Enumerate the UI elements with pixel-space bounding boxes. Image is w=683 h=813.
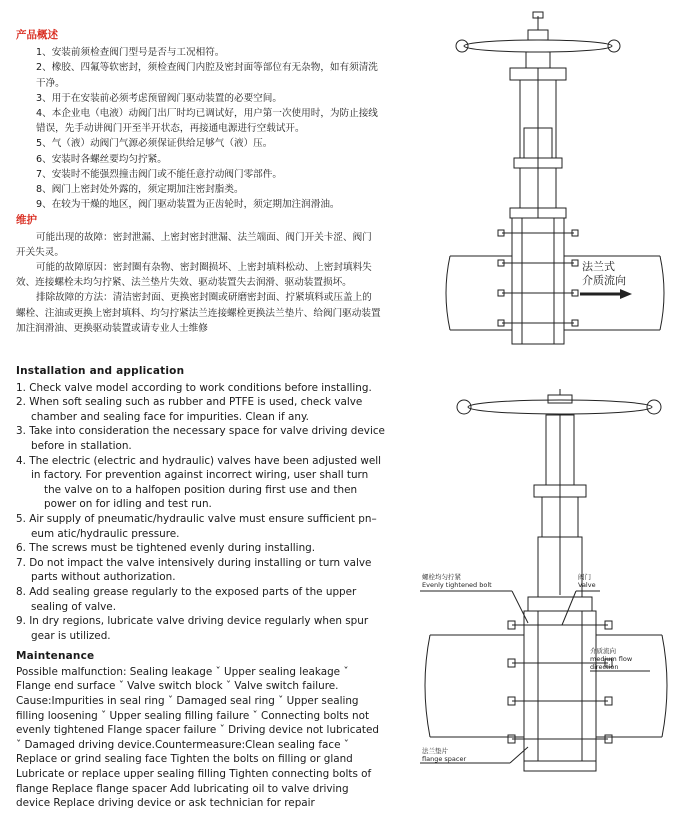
label-spacer-en: flange spacer: [422, 755, 467, 763]
label-valve-cn: 阀门: [578, 573, 591, 581]
overview-item: 2、橡胶、四氟等软密封，须检查阀门内腔及密封面等部位有无杂物，如有须清洗干净。: [36, 62, 378, 89]
label-bolt-en: Evenly tightened bolt: [422, 581, 492, 589]
label-flange-type: 法兰式: [582, 260, 615, 273]
overview-item: 3、用于在安装前必须考虑预留阀门驱动装置的必要空间。: [36, 92, 282, 104]
overview-title: 产品概述: [16, 29, 58, 41]
install-item: 8. Add sealing grease regularly to the exposed parts of the upper sealing of valve.: [16, 585, 357, 613]
overview-item: 1、安装前须检查阀门型号是否与工况相符。: [36, 47, 225, 59]
overview-item: 8、阀门上密封处外露的，须定期加注密封脂类。: [36, 184, 244, 196]
overview-item: 6、安装时各螺丝要均匀拧紧。: [36, 153, 167, 165]
overview-item: 5、气（液）动阀门气源必须保证供给足够气（液）压。: [36, 138, 273, 150]
install-item: 2. When soft sealing such as rubber and PTFE is used, check valve chamber and sealing face for impurities. Clean if any.: [16, 396, 363, 423]
maintenance-paragraph: 可能出现的故障：密封泄漏、上密封密封泄漏、法兰端面、阀门开关卡涩、阀门开关失灵。: [16, 231, 372, 258]
install-item: 7. Do not impact the valve intensively during installing or turn valve parts without authorization.: [16, 556, 372, 584]
installation-title: Installation and application: [16, 365, 185, 377]
label-flow-cn: 介质流向: [590, 647, 616, 655]
maintenance-paragraph: 可能的故障原因：密封圈有杂物、密封圈损坏、上密封填料松动、上密封填料失效、连接螺栓未均匀拧紧、法兰垫片失效、驱动装置失去润滑、驱动装置损坏。: [16, 262, 372, 289]
install-item: 6. The screws must be tightened evenly during installing.: [16, 542, 316, 555]
install-item: 9. In dry regions, lubricate valve driving device regularly when spur gear is utilized.: [16, 615, 369, 642]
install-item: 4. The electric (electric and hydraulic) valves have been adjusted well in factory. For prevention against incorrect wiring, user shall turn the valve on to a halfopen position during first use and then power on for idling and test run.: [16, 454, 382, 511]
valve-diagram-top: [440, 8, 680, 358]
maintenance-paragraph: 排除故障的方法：清洁密封面、更换密封圈或研磨密封面、拧紧填料或压盖上的螺栓、注油或更换上密封填料、均匀拧紧法兰连接螺栓更换法兰垫片、给阀门驱动装置加注润滑油、更换驱动装置或请专业人士维修: [16, 292, 381, 334]
install-item: 3. Take into consideration the necessary space for valve driving device before in stallation.: [16, 425, 385, 452]
maintenance-title-cn: 维护: [16, 214, 37, 227]
valve-diagram-bottom: [400, 385, 680, 810]
chinese-section: [16, 28, 381, 336]
label-flow-en-1: medium flow: [590, 655, 633, 663]
overview-item: 7、安装时不能强烈撞击阀门或不能任意拧动阀门零部件。: [36, 168, 282, 180]
maintenance-title-en: Maintenance: [16, 650, 95, 663]
overview-item: 4、本企业电（电液）动阀门出厂时均已调试好，用户第一次使用时，为防止接线错误，先手动讲阀门开至半开状态，再接通电源进行空载试开。: [36, 108, 378, 135]
label-flow-direction: 介质流向: [582, 274, 626, 287]
install-item: 1. Check valve model according to work conditions before installing.: [16, 381, 372, 394]
label-valve-en: Valve: [578, 581, 596, 589]
label-spacer-cn: 法兰垫片: [422, 747, 448, 755]
maintenance-text-en: Possible malfunction: Sealing leakage ˇ Upper sealing leakage ˇ Flange end surface ˇ Valve switch block ˇ Valve switch failure. Cause:Impurities in seal ring ˇ Damaged seal ring ˇ Upper sealing filling loosening ˇ Upper sealing filling failure ˇ Connecting bolts not evenly tightened Flange spacer failure ˇ Driving device not lubricated ˇ Damaged driving device.Countermeasure:Clean sealing face ˇ Replace or grind sealing face Tighten the bolts on filling or gland Lubricate or replace upper sealing filling Tighten connecting bolts of flange Replace flange spacer Add lubricating oil to valve driving device Replace driving device or ask technician for repair: [16, 665, 379, 810]
overview-item: 9、在较为干燥的地区，阀门驱动装置为正齿轮时，须定期加注润滑油。: [36, 199, 340, 211]
label-bolt-cn: 螺栓均匀拧紧: [422, 573, 461, 581]
label-flow-en-2: direction: [590, 663, 619, 671]
english-section: [16, 364, 386, 811]
install-item: 5. Air supply of pneumatic/hydraulic valve must ensure sufficient pn– eum atic/hydraulic pressure.: [16, 512, 377, 540]
